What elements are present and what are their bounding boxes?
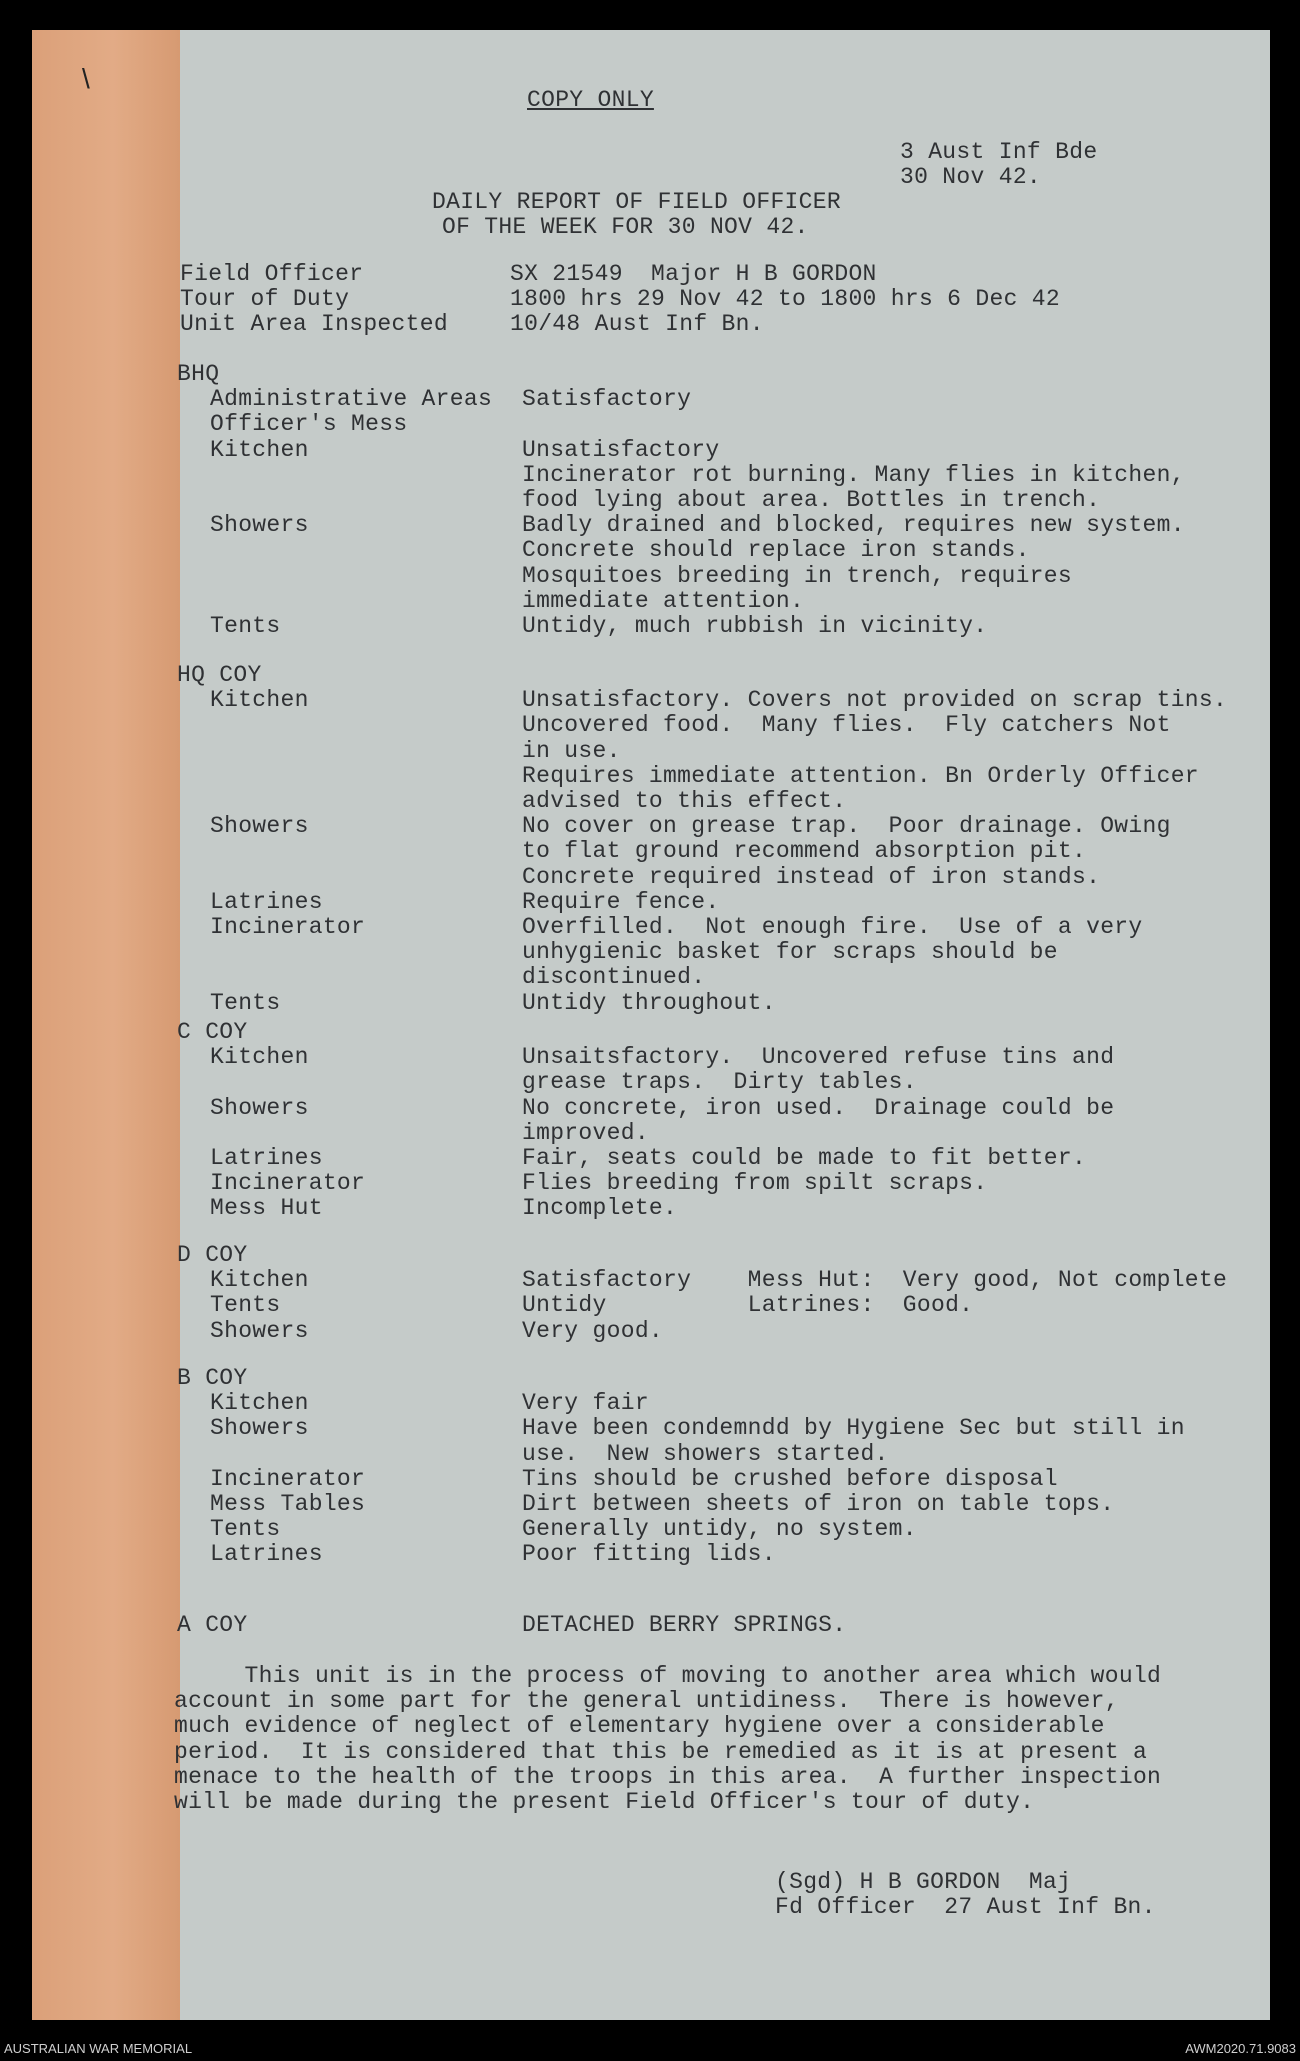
section-heading: BHQ <box>177 361 220 387</box>
row-label: Kitchen <box>210 1390 309 1416</box>
row-label: Incinerator <box>210 1466 366 1492</box>
row-finding: Incinerator rot burning. Many flies in kitchen, <box>522 462 1185 488</box>
report-title-line-1: DAILY REPORT OF FIELD OFFICER <box>432 189 841 215</box>
paragraph-line: period. It is considered that this be remedied as it is at present a <box>174 1739 1148 1765</box>
row-label: Tents <box>210 1516 281 1542</box>
row-finding: Concrete required instead of iron stands. <box>522 864 1101 890</box>
footer-institution: AUSTRALIAN WAR MEMORIAL <box>4 2041 193 2056</box>
row-label: Tents <box>210 1292 281 1318</box>
paragraph-line: menace to the health of the troops in this area. A further inspection <box>174 1764 1162 1790</box>
row-finding: Concrete should replace iron stands. <box>522 537 1030 563</box>
row-finding: Very good. <box>522 1318 664 1344</box>
row-finding: to flat ground recommend absorption pit. <box>522 838 1087 864</box>
copy-only-heading: COPY ONLY <box>527 87 654 113</box>
row-finding: Requires immediate attention. Bn Orderly Officer <box>522 763 1199 789</box>
row-finding: No cover on grease trap. Poor drainage. Owing <box>522 813 1171 839</box>
signature-line-2: Fd Officer 27 Aust Inf Bn. <box>775 1894 1156 1920</box>
row-finding: Require fence. <box>522 889 720 915</box>
detail-label: Field Officer <box>180 261 364 287</box>
row-finding: Mosquitoes breeding in trench, requires <box>522 563 1072 589</box>
signature-line-1: (Sgd) H B GORDON Maj <box>775 1869 1072 1895</box>
row-label: Kitchen <box>210 687 309 713</box>
row-finding: Unsaitsfactory. Uncovered refuse tins and <box>522 1044 1115 1070</box>
row-finding: Have been condemndd by Hygiene Sec but still in <box>522 1415 1185 1441</box>
row-finding: Satisfactory Mess Hut: Very good, Not complete <box>522 1267 1228 1293</box>
row-finding: Unsatisfactory. Covers not provided on scrap tins. <box>522 687 1228 713</box>
row-finding: Unsatisfactory <box>522 437 720 463</box>
row-label: Showers <box>210 1318 309 1344</box>
row-label: Latrines <box>210 889 323 915</box>
row-finding: Satisfactory <box>522 386 692 412</box>
row-finding: Untidy, much rubbish in vicinity. <box>522 613 988 639</box>
row-finding: Tins should be crushed before disposal <box>522 1466 1058 1492</box>
row-finding: Flies breeding from spilt scraps. <box>522 1170 988 1196</box>
row-finding: Badly drained and blocked, requires new system. <box>522 512 1185 538</box>
row-finding: discontinued. <box>522 964 706 990</box>
detail-value: 10/48 Aust Inf Bn. <box>510 311 764 337</box>
a-coy-heading: A COY <box>177 1612 248 1638</box>
row-label: Mess Hut <box>210 1195 323 1221</box>
row-finding: No concrete, iron used. Drainage could be <box>522 1095 1115 1121</box>
row-label: Kitchen <box>210 1044 309 1070</box>
report-title-line-2: OF THE WEEK FOR 30 NOV 42. <box>442 214 809 240</box>
paragraph-line: will be made during the present Field Officer's tour of duty. <box>174 1789 1035 1815</box>
unit-name: 3 Aust Inf Bde <box>900 139 1098 165</box>
row-label: Showers <box>210 1415 309 1441</box>
row-label: Tents <box>210 613 281 639</box>
row-label: Tents <box>210 990 281 1016</box>
row-label: Incinerator <box>210 914 366 940</box>
row-label: Kitchen <box>210 437 309 463</box>
report-date: 30 Nov 42. <box>900 164 1042 190</box>
row-finding: Generally untidy, no system. <box>522 1516 917 1542</box>
row-finding: Incomplete. <box>522 1195 678 1221</box>
row-label: Administrative Areas <box>210 386 493 412</box>
row-finding: Very fair <box>522 1390 649 1416</box>
detail-value: SX 21549 Major H B GORDON <box>510 261 877 287</box>
section-heading: C COY <box>177 1019 248 1045</box>
row-label: Mess Tables <box>210 1491 366 1517</box>
row-finding: food lying about area. Bottles in trench. <box>522 487 1101 513</box>
row-finding: use. New showers started. <box>522 1441 889 1467</box>
detail-label: Unit Area Inspected <box>180 311 448 337</box>
document-page <box>32 30 1270 2020</box>
row-label: Latrines <box>210 1145 323 1171</box>
row-finding: Untidy throughout. <box>522 990 776 1016</box>
row-finding: Poor fitting lids. <box>522 1541 776 1567</box>
row-finding: immediate attention. <box>522 588 805 614</box>
row-finding: Untidy Latrines: Good. <box>522 1292 974 1318</box>
detail-value: 1800 hrs 29 Nov 42 to 1800 hrs 6 Dec 42 <box>510 286 1060 312</box>
section-heading: D COY <box>177 1242 248 1268</box>
row-finding: Fair, seats could be made to fit better. <box>522 1145 1087 1171</box>
a-coy-status: DETACHED BERRY SPRINGS. <box>522 1612 847 1638</box>
paragraph-line: account in some part for the general untidiness. There is however, <box>174 1688 1119 1714</box>
row-label: Showers <box>210 813 309 839</box>
row-label: Kitchen <box>210 1267 309 1293</box>
row-label: Showers <box>210 512 309 538</box>
row-finding: advised to this effect. <box>522 788 847 814</box>
row-finding: in use. <box>522 738 621 764</box>
fold-mark: \ <box>82 63 90 94</box>
row-label: Latrines <box>210 1541 323 1567</box>
row-label: Incinerator <box>210 1170 366 1196</box>
row-label: Showers <box>210 1095 309 1121</box>
row-finding: grease traps. Dirty tables. <box>522 1069 917 1095</box>
row-finding: improved. <box>522 1120 649 1146</box>
row-label: Officer's Mess <box>210 411 408 437</box>
footer-reference: AWM2020.71.9083 <box>1185 2041 1296 2056</box>
row-finding: unhygienic basket for scraps should be <box>522 939 1058 965</box>
adhesive-tape-strip <box>32 30 180 2020</box>
row-finding: Uncovered food. Many flies. Fly catchers Not <box>522 712 1171 738</box>
paragraph-line: much evidence of neglect of elementary hygiene over a considerable <box>174 1713 1105 1739</box>
section-heading: B COY <box>177 1365 248 1391</box>
section-heading: HQ COY <box>177 662 262 688</box>
detail-label: Tour of Duty <box>180 286 350 312</box>
paragraph-line: This unit is in the process of moving to another area which would <box>174 1663 1162 1689</box>
row-finding: Overfilled. Not enough fire. Use of a very <box>522 914 1143 940</box>
row-finding: Dirt between sheets of iron on table tops. <box>522 1491 1115 1517</box>
